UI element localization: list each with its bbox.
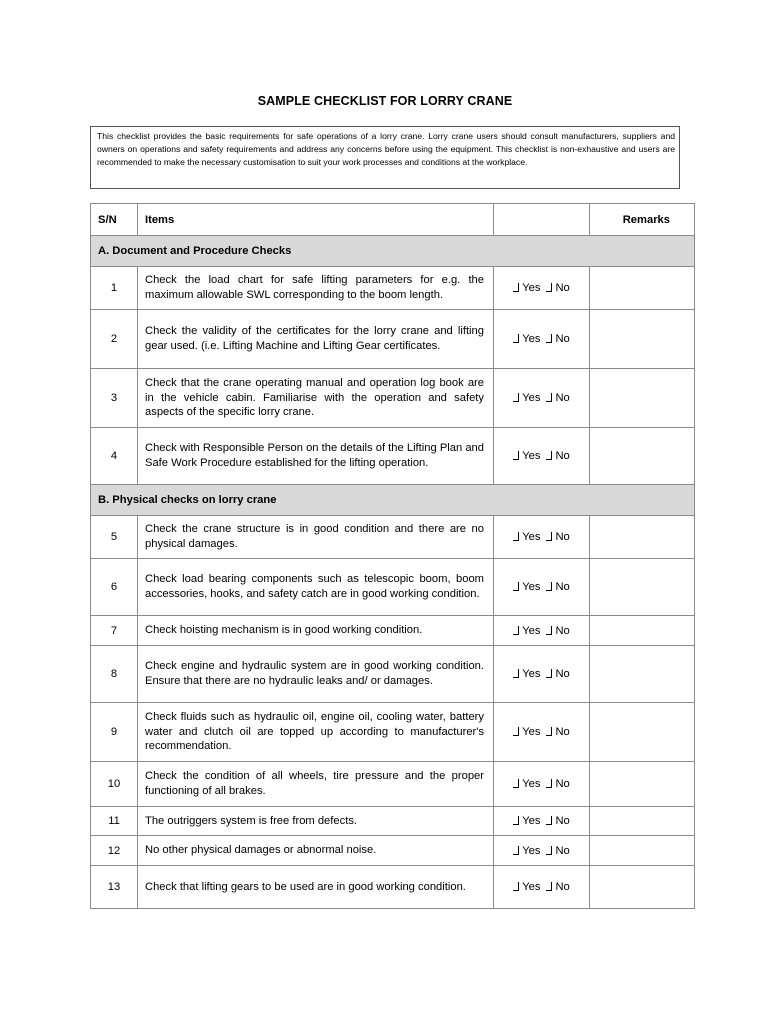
table-row xyxy=(91,559,695,616)
remarks-cell[interactable] xyxy=(590,310,695,369)
check-item-text: Check load bearing components such as telescopic boom, boom accessories, hooks, and safety catch are in good working condition. xyxy=(138,559,494,616)
intro-box xyxy=(90,126,680,189)
yes-checkbox[interactable] xyxy=(513,815,540,827)
check-item-text: Check the condition of all wheels, tire pressure and the proper functioning of all brakes. xyxy=(138,762,494,807)
yes-no-options xyxy=(494,369,590,428)
remarks-cell[interactable] xyxy=(590,267,695,310)
checkbox-icon xyxy=(546,669,552,678)
checkbox-icon xyxy=(546,283,552,292)
yes-label: Yes xyxy=(522,624,541,637)
remarks-cell[interactable] xyxy=(590,516,695,559)
checkbox-icon xyxy=(546,334,552,343)
no-label: No xyxy=(555,726,570,738)
yes-checkbox[interactable] xyxy=(513,392,540,404)
table-row xyxy=(91,516,695,559)
remarks-cell[interactable] xyxy=(590,428,695,485)
page-title: SAMPLE CHECKLIST FOR LORRY CRANE xyxy=(257,94,513,108)
remarks-cell[interactable] xyxy=(590,866,695,909)
remarks-cell[interactable] xyxy=(590,559,695,616)
no-checkbox[interactable] xyxy=(546,450,569,462)
check-item-text: Check that the crane operating manual and operation log book are in the vehicle cabin. Familiarise with the operation and safety aspects of the specific lorry crane. xyxy=(138,369,494,428)
remarks-cell[interactable] xyxy=(590,616,695,646)
table-row xyxy=(91,762,695,807)
row-number: 12 xyxy=(91,836,138,866)
no-label: No xyxy=(555,624,570,637)
table-header-row xyxy=(91,204,695,236)
checkbox-icon xyxy=(513,669,519,678)
intro-text: This checklist provides the basic requirements for safe operations of a lorry crane. Lorry crane users should consult manufacturers, suppliers and owners on operations and safety requirements and address any concerns before using the equipment. This checklist is non-exhaustive and users are recommended to make the necessary customisation to suit your work processes and conditions at the workplace. xyxy=(97,131,675,168)
checkbox-icon xyxy=(546,816,552,825)
check-item-text: Check the load chart for safe lifting parameters for e.g. the maximum allowable SWL corresponding to the boom length. xyxy=(138,267,494,310)
no-checkbox[interactable] xyxy=(546,778,569,790)
row-number: 8 xyxy=(91,646,138,703)
no-label: No xyxy=(555,844,570,857)
no-checkbox[interactable] xyxy=(546,333,569,345)
no-checkbox[interactable] xyxy=(546,282,569,294)
section-row xyxy=(91,236,695,267)
options-header xyxy=(494,204,590,236)
table-row xyxy=(91,310,695,369)
checkbox-icon xyxy=(513,882,519,891)
no-label: No xyxy=(555,581,570,593)
yes-label: Yes xyxy=(522,392,541,404)
yes-no-options xyxy=(494,616,590,646)
yes-no-options xyxy=(494,866,590,909)
row-number: 6 xyxy=(91,559,138,616)
row-number: 2 xyxy=(91,310,138,369)
no-checkbox[interactable] xyxy=(546,392,569,404)
checkbox-icon xyxy=(546,882,552,891)
no-label: No xyxy=(555,282,570,294)
yes-no-options xyxy=(494,703,590,762)
table-row xyxy=(91,703,695,762)
yes-label: Yes xyxy=(522,778,541,790)
checkbox-icon xyxy=(546,779,552,788)
checkbox-icon xyxy=(513,779,519,788)
yes-checkbox[interactable] xyxy=(513,668,540,680)
no-label: No xyxy=(555,815,570,827)
row-number: 10 xyxy=(91,762,138,807)
checkbox-icon xyxy=(513,532,519,541)
no-label: No xyxy=(555,778,570,790)
yes-checkbox[interactable] xyxy=(513,450,540,462)
no-label: No xyxy=(555,333,570,345)
yes-no-options xyxy=(494,310,590,369)
yes-label: Yes xyxy=(522,282,541,294)
no-checkbox[interactable] xyxy=(546,845,569,857)
yes-no-options xyxy=(494,559,590,616)
checkbox-icon xyxy=(546,393,552,402)
table-row xyxy=(91,807,695,836)
yes-label: Yes xyxy=(522,581,541,593)
row-number: 3 xyxy=(91,369,138,428)
table-row xyxy=(91,428,695,485)
checkbox-icon xyxy=(513,451,519,460)
table-row xyxy=(91,866,695,909)
checkbox-icon xyxy=(513,727,519,736)
row-number: 1 xyxy=(91,267,138,310)
yes-label: Yes xyxy=(522,815,541,827)
check-item-text: Check the validity of the certificates for the lorry crane and lifting gear used. (i.e. Lifting Machine and Lifting Gear certificates. xyxy=(138,310,494,369)
checklist-body xyxy=(91,236,695,909)
row-number: 11 xyxy=(91,807,138,836)
table-row xyxy=(91,836,695,866)
check-item-text: Check the crane structure is in good condition and there are no physical damages. xyxy=(138,516,494,559)
yes-label: Yes xyxy=(522,844,541,857)
checkbox-icon xyxy=(546,532,552,541)
check-item-text: Check with Responsible Person on the details of the Lifting Plan and Safe Work Procedure established for the lifting operation. xyxy=(138,428,494,485)
yes-checkbox[interactable] xyxy=(513,282,540,294)
yes-no-options xyxy=(494,762,590,807)
no-checkbox[interactable] xyxy=(546,668,569,680)
check-item-text: Check fluids such as hydraulic oil, engine oil, cooling water, battery water and clutch oil are topped up according to manufacturer's recommendation. xyxy=(138,703,494,762)
checkbox-icon xyxy=(546,451,552,460)
remarks-header: Remarks xyxy=(590,204,695,236)
yes-no-options xyxy=(494,807,590,836)
remarks-cell[interactable] xyxy=(590,836,695,866)
section-row xyxy=(91,485,695,516)
row-number: 4 xyxy=(91,428,138,485)
check-item-text: Check engine and hydraulic system are in good working condition. Ensure that there are no hydraulic leaks and/ or damages. xyxy=(138,646,494,703)
yes-checkbox[interactable] xyxy=(513,625,540,637)
yes-no-options xyxy=(494,516,590,559)
checkbox-icon xyxy=(546,846,552,855)
remarks-cell[interactable] xyxy=(590,369,695,428)
no-checkbox[interactable] xyxy=(546,881,569,893)
yes-label: Yes xyxy=(522,531,541,543)
remarks-cell[interactable] xyxy=(590,807,695,836)
yes-checkbox[interactable] xyxy=(513,726,540,738)
checkbox-icon xyxy=(513,582,519,591)
yes-checkbox[interactable] xyxy=(513,778,540,790)
no-label: No xyxy=(555,531,570,543)
yes-label: Yes xyxy=(522,881,541,893)
yes-checkbox[interactable] xyxy=(513,531,540,543)
table-row xyxy=(91,267,695,310)
no-checkbox[interactable] xyxy=(546,625,569,637)
table-row xyxy=(91,369,695,428)
no-checkbox[interactable] xyxy=(546,581,569,593)
checkbox-icon xyxy=(513,816,519,825)
no-checkbox[interactable] xyxy=(546,815,569,827)
items-header: Items xyxy=(138,204,494,236)
yes-label: Yes xyxy=(522,668,541,680)
no-label: No xyxy=(555,450,570,462)
yes-checkbox[interactable] xyxy=(513,581,540,593)
yes-label: Yes xyxy=(522,333,541,345)
checklist-table xyxy=(90,203,695,909)
yes-no-options xyxy=(494,267,590,310)
remarks-cell[interactable] xyxy=(590,703,695,762)
row-number: 5 xyxy=(91,516,138,559)
row-number: 9 xyxy=(91,703,138,762)
section-title: A. Document and Procedure Checks xyxy=(91,236,695,267)
checkbox-icon xyxy=(513,626,519,635)
yes-label: Yes xyxy=(522,450,541,462)
check-item-text: No other physical damages or abnormal noise. xyxy=(138,836,494,866)
remarks-cell[interactable] xyxy=(590,762,695,807)
row-number: 7 xyxy=(91,616,138,646)
yes-checkbox[interactable] xyxy=(513,881,540,893)
table-row xyxy=(91,646,695,703)
yes-no-options xyxy=(494,428,590,485)
yes-label: Yes xyxy=(522,726,541,738)
checkbox-icon xyxy=(513,334,519,343)
yes-no-options xyxy=(494,646,590,703)
checkbox-icon xyxy=(513,393,519,402)
no-checkbox[interactable] xyxy=(546,726,569,738)
check-item-text: The outriggers system is free from defects. xyxy=(138,807,494,836)
sn-header: S/N xyxy=(91,204,138,236)
checkbox-icon xyxy=(546,727,552,736)
no-label: No xyxy=(555,668,570,680)
checkbox-icon xyxy=(546,626,552,635)
no-label: No xyxy=(555,881,570,893)
check-item-text: Check hoisting mechanism is in good working condition. xyxy=(138,616,494,646)
yes-checkbox[interactable] xyxy=(513,333,540,345)
table-row xyxy=(91,616,695,646)
yes-checkbox[interactable] xyxy=(513,845,540,857)
remarks-cell[interactable] xyxy=(590,646,695,703)
row-number: 13 xyxy=(91,866,138,909)
checkbox-icon xyxy=(513,283,519,292)
section-title: B. Physical checks on lorry crane xyxy=(91,485,695,516)
yes-no-options xyxy=(494,836,590,866)
no-checkbox[interactable] xyxy=(546,531,569,543)
no-label: No xyxy=(555,392,570,404)
check-item-text: Check that lifting gears to be used are in good working condition. xyxy=(138,866,494,909)
checkbox-icon xyxy=(546,582,552,591)
checkbox-icon xyxy=(513,846,519,855)
